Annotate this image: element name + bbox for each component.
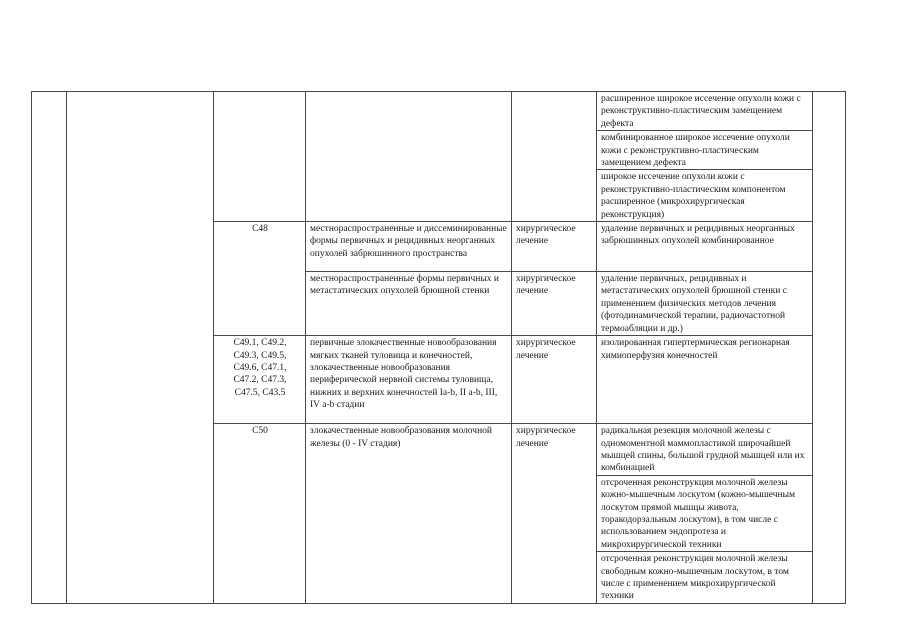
method-text: удаление первичных, рецидивных и метастатических опухолей брюшной стенки с применением физических методов лечения (фотодинамической терапии, радиочастотной термоабляции и др.)	[601, 274, 787, 334]
treatment-text: хирургическое лечение	[516, 338, 576, 361]
method-cell	[597, 272, 813, 336]
column-extra-cell	[813, 92, 846, 604]
model-text: злокачественные новообразования молочной железы (0 - IV стадия)	[310, 426, 493, 449]
method-cell	[597, 424, 813, 476]
model-cell	[306, 222, 512, 272]
treatment-text: хирургическое лечение	[516, 274, 576, 297]
code-line: C49.6, C47.1,	[233, 362, 287, 373]
method-text: удаление первичных и рецидивных неорганных забрюшинных опухолей комбинированное	[601, 224, 795, 247]
model-text: первичные злокачественные новообразования мягких тканей туловища и конечностей, злокачественные новообразования периферической нервной системы туловища, нижних и верхних конечностей Ia-b, II a-b, III, IV a-b стадии	[310, 338, 498, 411]
model-text: местнораспространенные и диссеминированные формы первичных и рецидивных неорганных опухолей забрюшинного пространства	[310, 224, 507, 259]
method-cell	[597, 336, 813, 424]
method-cell	[597, 131, 813, 170]
treatment-cell	[512, 336, 597, 424]
code-line: C49.1, C49.2,	[233, 338, 287, 349]
treatment-text: хирургическое лечение	[516, 426, 576, 449]
code-line: C47.2, C47.3,	[233, 375, 287, 386]
code-cell	[214, 424, 306, 604]
method-text: отсроченная реконструкция молочной железы кожно-мышечным лоскутом (кожно-мышечным лоскутом прямой мышцы живота, торакодорзальным лоскутом), в том числе с использованием эндопротеза и микрохирургической техники	[601, 477, 796, 550]
code-cell	[214, 92, 306, 222]
model-cell	[306, 336, 512, 424]
method-cell	[597, 92, 813, 131]
method-cell	[597, 222, 813, 272]
treatment-cell	[512, 272, 597, 336]
method-text: расширенное широкое иссечение опухоли кожи с реконструктивно-пластическим замещением дефекта	[601, 94, 801, 129]
method-cell	[597, 552, 813, 604]
treatment-table	[31, 91, 846, 604]
method-cell	[597, 475, 813, 551]
method-text: комбинированное широкое иссечение опухоли кожи с реконструктивно-пластическим замещением дефекта	[601, 133, 790, 169]
treatment-text: хирургическое лечение	[516, 224, 576, 247]
code-cell	[214, 336, 306, 424]
column-profile-cell	[67, 92, 214, 604]
model-cell	[306, 424, 512, 604]
treatment-cell	[512, 222, 597, 272]
code-cell	[214, 222, 306, 336]
code-text: C50	[252, 426, 268, 437]
method-text: широкое иссечение опухоли кожи с реконструктивно-пластическим компонентом расширенное (микрохирургическая реконструкция)	[601, 172, 786, 220]
model-text: местнораспространенные формы первичных и метастатических опухолей брюшной стенки	[310, 274, 499, 297]
code-line: C47.5, C43.5	[234, 387, 286, 398]
model-cell	[306, 272, 512, 336]
treatment-cell	[512, 424, 597, 604]
method-text: изолированная гипертермическая регионарная химиоперфузия конечностей	[601, 338, 790, 361]
treatment-cell	[512, 92, 597, 222]
table-row	[32, 92, 846, 131]
method-cell	[597, 170, 813, 222]
method-text: отсроченная реконструкция молочной железы свободным кожно-мышечным лоскутом, в том числе с применением микрохирургической техники	[601, 554, 789, 602]
method-text: радикальная резекция молочной железы с одномоментной маммопластикой широчайшей мышцей спины, большой грудной мышцей или их комбинацией	[601, 426, 805, 474]
model-cell	[306, 92, 512, 222]
column-number-cell	[32, 92, 67, 604]
code-line: C49.3, C49.5,	[233, 350, 287, 361]
code-text: C48	[252, 224, 268, 235]
